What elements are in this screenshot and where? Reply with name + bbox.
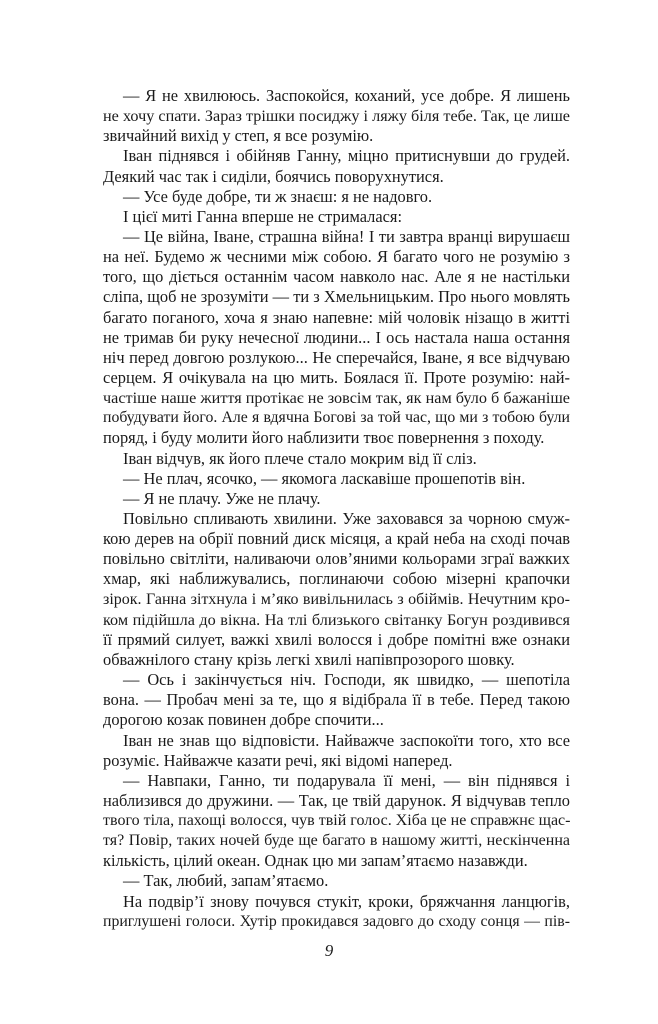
text-line: серцем. Я очікувала на цю мить. Боялася її. Проте розумію: най- [103, 367, 570, 387]
text-line: — Ось і закінчується ніч. Господи, як швидко, — шепотіла [123, 670, 570, 690]
text-line: на неї. Будемо ж чесними між собою. Я багато чого не розумію з [103, 247, 570, 267]
text-line: не тримав би руку нечесної людини... І ось настала наша остання [103, 327, 570, 347]
text-line: І цієї миті Ганна вперше не стрималася: [123, 206, 403, 226]
text-line: На подвір’ї знову почувся стукіт, кроки, бряжчання ланцюгів, [123, 891, 570, 911]
text-line: кількість, цілий океан. Однак цю ми запам’ятаємо назавжди. [103, 851, 528, 871]
text-line: розуміє. Найважче казати речі, які відомі наперед. [103, 750, 453, 770]
text-line: сліпа, щоб не зрозуміти — ти з Хмельницьким. Про нього мовлять [103, 287, 570, 307]
text-line: — Я не хвилююсь. Заспокойся, коханий, усе добре. Я лишень [123, 86, 570, 105]
text-line: — Навпаки, Ганно, ти подарувала її мені, — він піднявся і [123, 770, 570, 790]
text-line: ніч перед довгою розлукою... Не сперечайся, Іване, я все відчуваю [103, 347, 570, 367]
text-line: частіше наше життя протікає не зовсім так, як нам було б бажаніше [103, 389, 570, 408]
text-line: приглушені голоси. Хутір прокидався задовго до сходу сонця — пів- [103, 912, 570, 930]
text-line: — Я не плачу. Уже не плачу. [123, 488, 321, 508]
text-line: багато поганого, хоча я знаю напевне: мій чоловік нізащо в житті [103, 307, 570, 327]
page-body [103, 86, 570, 932]
text-line: — Не плач, ясочко, — якомога ласкавіше прошепотів він. [123, 468, 526, 488]
text-line: побудувати його. Але я вдячна Богові за той час, що ми з тобою були [103, 409, 570, 427]
text-line: її прямий силует, важкі хвилі волосся і добре помітні вже ознаки [103, 629, 570, 649]
text-line: Іван не знав що відповісти. Найважче заспокоїти того, хто все [123, 730, 570, 750]
text-line: — Усе буде добре, ти ж знаєш: я не надовго. [123, 186, 433, 206]
text-line: Повільно спливають хвилини. Уже заховався за чорною смуж- [123, 508, 570, 528]
text-line: кою дерев на обрії повний диск місяця, а край неба на сході почав [103, 529, 570, 549]
text-line: твого тіла, пахощі волосся, чув твій голос. Хіба це не справжнє щас- [103, 812, 570, 830]
text-line: Деякий час так і сиділи, боячись поворухнутися. [103, 166, 444, 186]
text-line: повільно світліти, наливаючи олов’яними кольорами зграї важких [103, 549, 570, 569]
text-line: Іван піднявся і обійняв Ганну, міцно притиснувши до грудей. [123, 146, 570, 166]
text-line: Іван відчув, як його плече стало мокрим від її сліз. [123, 448, 477, 468]
text-line: звичайний вихід у степ, я все розумію. [103, 126, 374, 146]
page-number: 9 [324, 941, 334, 960]
text-line: зірок. Ганна зітхнула і м’яко вивільнилась з обіймів. Нечутним кро- [103, 590, 570, 608]
text-line: вона. — Пробач мені за те, що я відібрала її в тебе. Перед такою [103, 690, 570, 710]
text-line: дорогою козак повинен добре спочити... [103, 710, 384, 730]
text-line: того, що діється останнім часом навколо нас. Але я не настільки [103, 267, 570, 287]
text-line: наблизився до дружини. — Так, це твій дарунок. Я відчував тепло [103, 790, 570, 810]
text-line: не хочу спати. Зараз трішки посиджу і ляжу біля тебе. Так, це лише [103, 107, 570, 126]
text-line: обважнілого стану крізь легкі хвилі напівпрозорого шовку. [103, 649, 515, 669]
text-line: ком підійшла до вікна. На тлі близького світанку Богун роздивився [103, 610, 570, 629]
text-line: — Так, любий, запам’ятаємо. [123, 871, 329, 891]
text-line: хмар, які наближувались, поглинаючи собою мізерні крапочки [103, 569, 570, 589]
text-line: тя? Повір, таких ночей буде ще багато в нашому житті, нескінченна [103, 832, 570, 850]
text-line: поряд, і буду молити його наблизити твоє повернення з походу. [103, 428, 545, 448]
text-line: — Це війна, Іване, страшна війна! І ти завтра вранці вирушаєш [123, 226, 570, 246]
